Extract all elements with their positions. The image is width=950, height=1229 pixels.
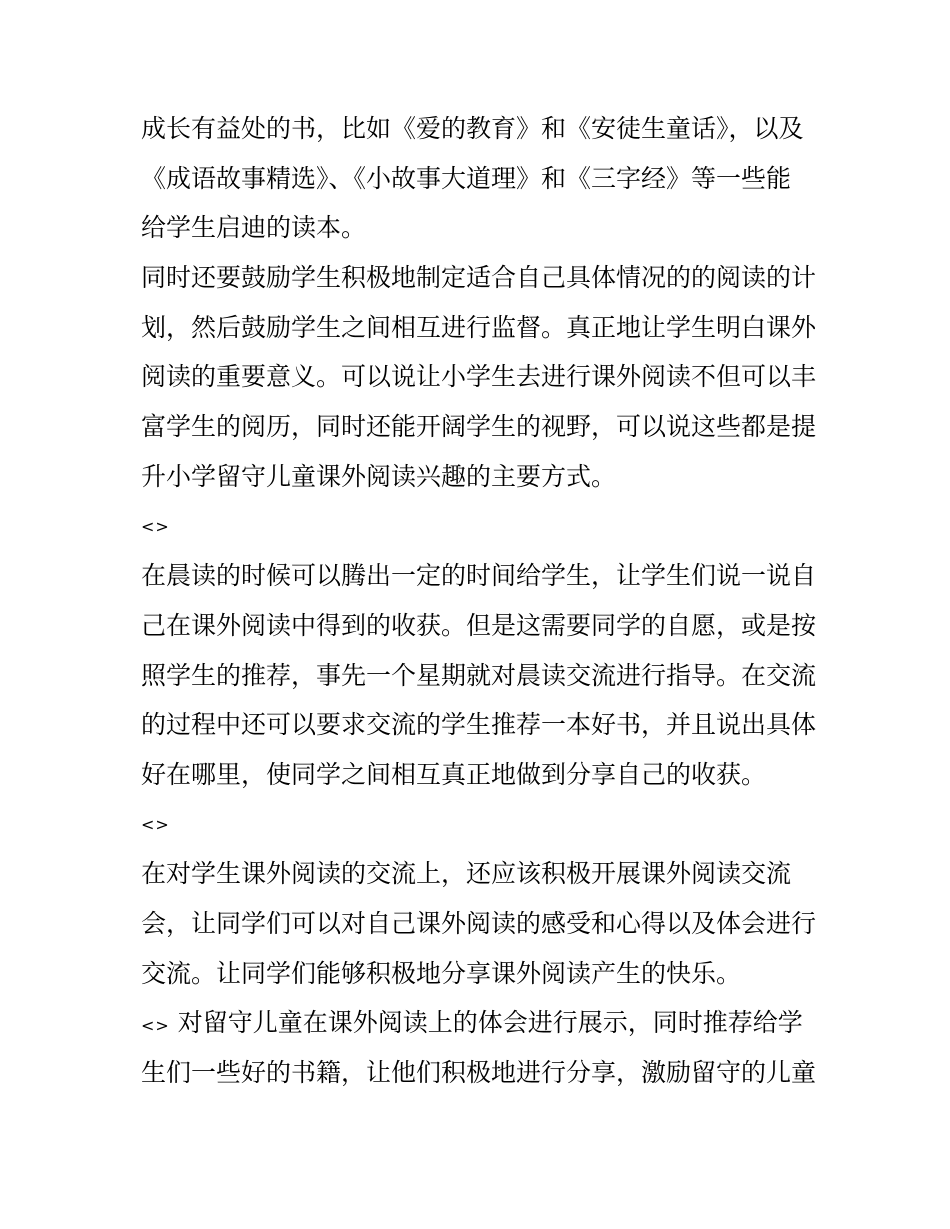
- text-line: 己在课外阅读中得到的收获。但是这需要同学的自愿，或是按: [141, 610, 817, 640]
- text-line-with-marker: [141, 998, 821, 1048]
- text-line: 《成语故事精选》、《小故事大道理》和《三字经》等一些能: [141, 163, 792, 193]
- text-line: 好在哪里，使同学之间相互真正地做到分享自己的收获。: [141, 759, 767, 789]
- text-segment: 对留守儿童在课外阅读上的体会进行展示，同时推荐给学: [177, 1008, 803, 1038]
- text-line: 给学生启迪的读本。: [141, 213, 367, 243]
- text-line: 的过程中还可以要求交流的学生推荐一本好书，并且说出具体: [141, 710, 817, 740]
- document-body: [141, 104, 821, 1098]
- text-line: 阅读的重要意义。可以说让小学生去进行课外阅读不但可以丰: [141, 362, 817, 392]
- text-line: 照学生的推荐，事先一个星期就对晨读交流进行指导。在交流: [141, 660, 817, 690]
- text-line: 交流。让同学们能够积极地分享课外阅读产生的快乐。: [141, 958, 742, 988]
- text-line: 生们一些好的书籍，让他们积极地进行分享，激励留守的儿童: [141, 1058, 817, 1088]
- inline-section-marker: <>: [141, 1016, 170, 1036]
- section-marker: <>: [141, 516, 170, 536]
- text-line: 会，让同学们可以对自己课外阅读的感受和心得以及体会进行: [141, 909, 817, 938]
- text-line: 成长有益处的书，比如《爱的教育》和《安徒生童话》，以及: [141, 114, 804, 143]
- text-line: 同时还要鼓励学生积极地制定适合自己具体情况的的阅读的计: [141, 263, 817, 293]
- section-marker: <>: [141, 814, 170, 834]
- text-line: 升小学留守儿童课外阅读兴趣的主要方式。: [141, 461, 617, 491]
- text-line: 在晨读的时候可以腾出一定的时间给学生，让学生们说一说自: [141, 561, 817, 591]
- text-line: 划，然后鼓励学生之间相互进行监督。真正地让学生明白课外: [141, 312, 817, 342]
- text-line: 在对学生课外阅读的交流上，还应该积极开展课外阅读交流: [141, 859, 792, 889]
- text-line: 富学生的阅历，同时还能开阔学生的视野，可以说这些都是提: [141, 412, 817, 442]
